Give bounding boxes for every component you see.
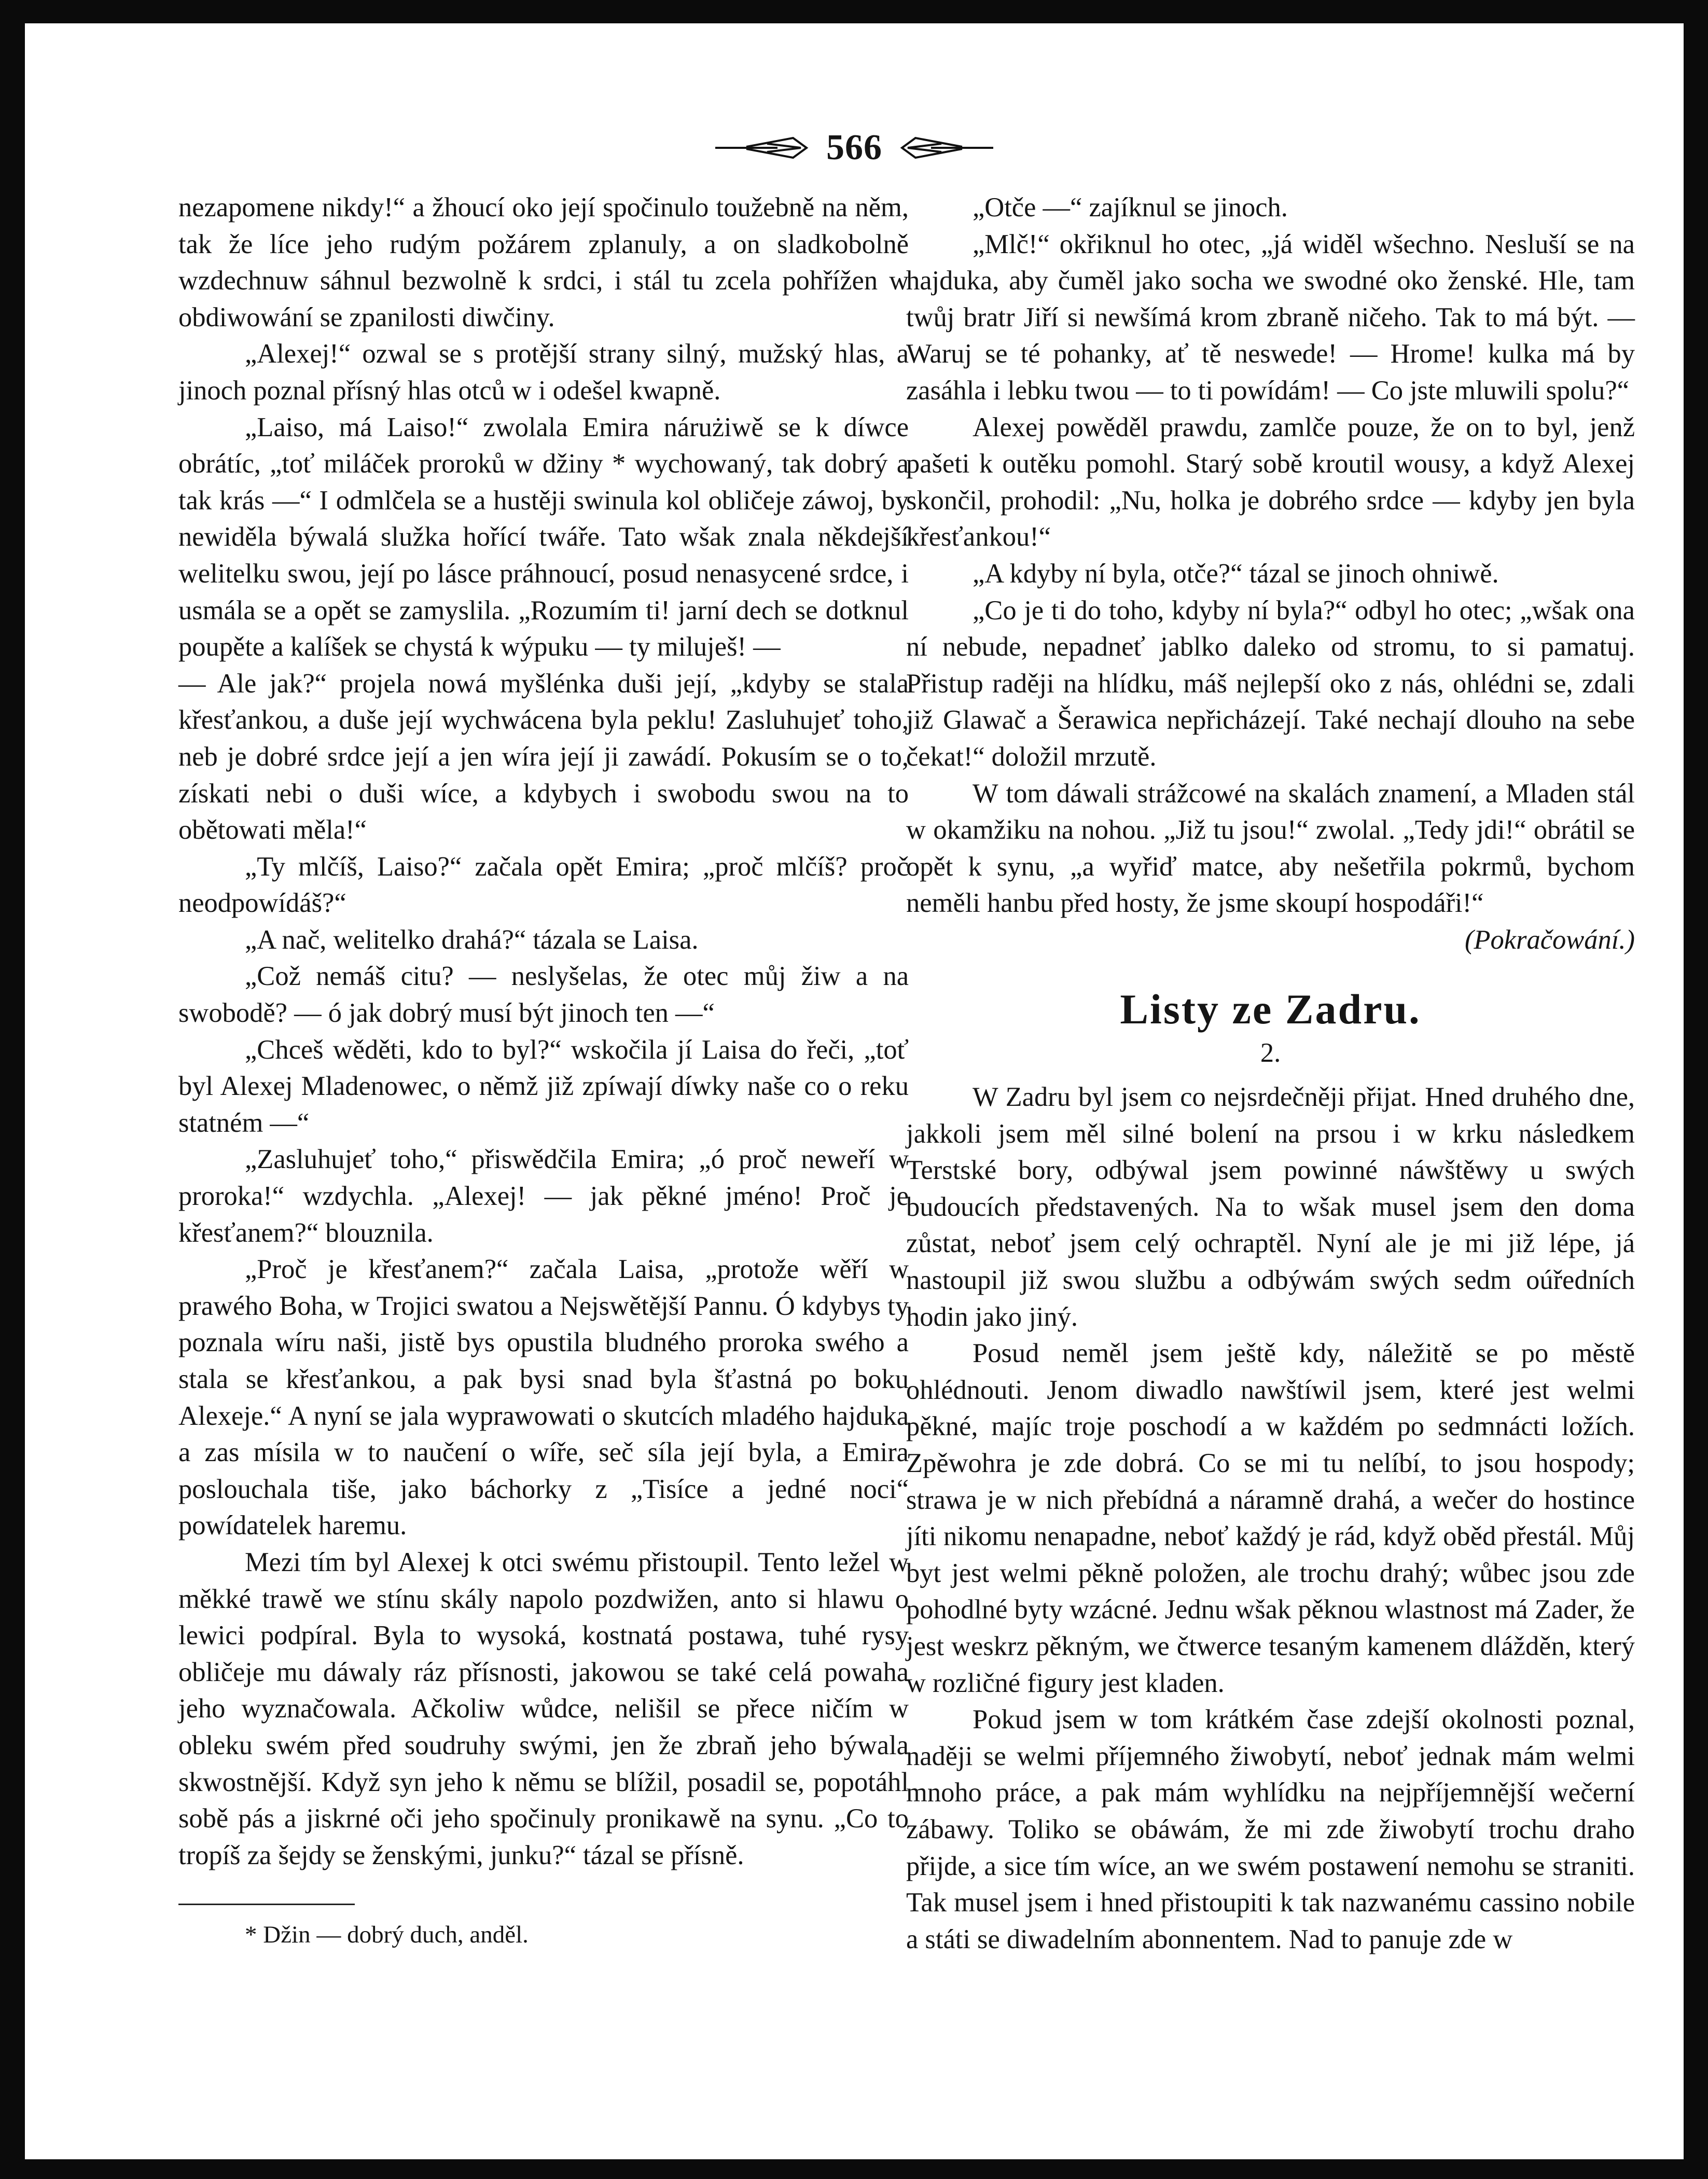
left-paragraph: Mezi tím byl Alexej k otci swému přistoupil. Tento ležel w měkké trawě we stínu skály napolo pozdwižen, anto si hlawu o lewici podpíral. Byla to wysoká, kostnatá postawa, tuhé rysy obličeje mu dáwaly ráz přísnosti, jakowou se také celá powaha jeho wyznačowala. Ačkoliw wůdce, nelišil se přece ničím w obleku swém před soudruhy swými, jen že zbraň jeho býwala skwostnější. Když syn jeho k němu se blížil, posadil se, popotáhl sobě pás a jiskrné oči jeho spočinuly pronikawě na synu. „Co to tropíš za šejdy se ženskými, junku?“ tázal se přísně. (178, 1547, 909, 1870)
left-paragraph: „Chceš wěděti, kdo to byl?“ wskočila jí Laisa do řeči, „toť byl Alexej Mladenowec, o němž již zpíwají díwky naše co o reku statném —“ (178, 1034, 909, 1138)
left-paragraph: „Alexej!“ ozwal se s protější strany silný, mužský hlas, a jinoch poznal přísný hlas otců w i odešel kwapně. (178, 339, 909, 406)
letter-paragraph: W Zadru byl jsem co nejsrdečněji přijat. Hned druhého dne, jakkoli jsem měl silné bolení na prsou i w krku následkem Terstské bory, odbýwal jsem powinné náwštěwy u swých budoucích představených. Na to wšak musel jsem den doma zůstat, neboť jsem celý ochraptěl. Nyní ale je mi již lépe, já nastoupil již swou službu a odbýwám swých sedm oúředních hodin jako jiný. (906, 1082, 1635, 1332)
left-paragraph: „Ty mlčíš, Laiso?“ začala opět Emira; „proč mlčíš? proč neodpowídáš?“ (178, 851, 909, 919)
story-paragraph: „Mlč!“ okřiknul ho otec, „já widěl wšechno. Nesluší se na hajduka, aby čuměl jako socha we swodné oko ženské. Hle, tam twůj bratr Jiří si newšímá krom zbraně ničeho. Tak to má být. — Waruj se té pohanky, ať tě neswede! — Hrome! kulka má by zasáhla i lebku twou — to ti powídám! — Co jste mluwili spolu?“ (906, 229, 1635, 406)
footnote: * Džin — dobrý duch, anděl. (245, 1921, 529, 1949)
footnote-rule (178, 1904, 355, 1905)
story-paragraph: „Otče —“ zajíknul se jinoch. (973, 192, 1288, 223)
left-paragraph: „Proč je křesťanem?“ začala Laisa, „protože wěří w prawého Boha, w Trojici swatou a Nejswětější Pannu. Ó kdybys ty poznala wíru naši, jistě bys opustila bludného proroka swého a stala se křesťankou, a pak bysi snad byla šťastná po boku Alexeje.“ A nyní se jala wyprawowati o skutcích mladého hajduka a zas mísila w to naučení o wíře, seč síla její byla, a Emira poslouchala tiše, jako báchorky z „Tisíce a jedné noci“ powídatelek haremu. (178, 1254, 909, 1541)
right-column (906, 189, 1635, 2114)
newspaper-page (25, 23, 1684, 2159)
left-column (178, 189, 909, 2114)
left-flourish-ornament (715, 135, 814, 161)
right-flourish-ornament (895, 135, 993, 161)
left-paragraph: „A nač, welitelko drahá?“ tázala se Laisa. (245, 924, 699, 955)
left-paragraph-continued: nezapomene nikdy!“ a žhoucí oko její spočinulo toužebně na něm, tak že líce jeho rudým požárem zplanuly, a on sladkobolně wzdechnuw sáhnul bezwolně k srdci, i stál tu zcela pohřížen w obdiwowání se zpanilosti diwčiny. (178, 192, 909, 332)
left-paragraph: „Což nemáš citu? — neslyšelas, že otec můj žiw a na swobodě? — ó jak dobrý musí být jinoch ten —“ (178, 961, 909, 1029)
letter-paragraph: Pokud jsem w tom krátkém čase zdejší okolnosti poznal, naději se welmi příjemného žiwobytí, neboť jednak mám welmi mnoho práce, a pak mám wyhlídku na nejpříjemnější wečerní zábawy. Toliko se obáwám, že mi zde žiwobytí trochu draho přijde, a sice tím wíce, an we swém postawení nemohu se straniti. Tak musel jsem i hned přistoupiti k tak nazwanému cassino nobile a státi se diwadelním abonnentem. Nad to panuje zde w (906, 1704, 1635, 1954)
page-header (25, 117, 1684, 179)
left-paragraph: „Zasluhujeť toho,“ přiswědčila Emira; „ó proč neweří w proroka!“ wzdychla. „Alexej! — jak pěkné jméno! Proč je křesťanem?“ blouznila. (178, 1144, 909, 1248)
left-paragraph: — Ale jak?“ projela nowá myšlénka duši její, „kdyby se stala křesťankou, a duše její wychwácena byla peklu! Zasluhujeť toho, neb je dobré srdce její a jen wíra její ji zawádí. Pokusím se o to, získati nebi o duši wíce, a kdybych i swobodu swou na to obětowati měla!“ (178, 668, 909, 845)
section-title: Listy ze Zadru. (1120, 986, 1421, 1033)
story-paragraph: „A kdyby ní byla, otče?“ tázal se jinoch ohniwě. (973, 558, 1499, 589)
section-number: 2. (1260, 1038, 1281, 1068)
letter-paragraph: Posud neměl jsem ještě kdy, náležitě se po městě ohlédnouti. Jenom diwadlo nawštíwil jsem, které jest welmi pěkné, majíc troje poschodí a w každém po sedmnácti ložích. Zpěwohra je zde dobrá. Co se mi tu nelíbí, to jsou hospody; strawa je w nich přebídná a náramně drahá, a wečer do hostince jíti nikomu nenapadne, neboť každý je rád, když oběd přestál. Můj byt jest welmi pěkně položen, ale trochu drahý; wůbec jsou zde pohodlné byty wzácné. Jednu wšak pěknou wlastnost má Zader, že jest weskrz pěkným, we čtwerce tesaným kamenem dlážděn, který w rozličné figury jest kladen. (906, 1338, 1635, 1698)
story-paragraph: Alexej powěděl prawdu, zamlče pouze, že on to byl, jenž pašeti k outěku pomohl. Starý sobě kroutil wousy, a když Alexej skončil, prohodil: „Nu, holka je dobrého srdce — kdyby jen byla křesťankou!“ (906, 412, 1635, 552)
continuation-note: (Pokračowání.) (1464, 924, 1635, 955)
story-paragraph: W tom dáwali strážcowé na skalách znamení, a Mladen stál w okamžiku na nohou. „Již tu jsou!“ zwolal. „Tedy jdi!“ obrátil se opět k synu, „a wyřiď matce, aby nešetřila pokrmů, bychom neměli hanbu před hosty, že jsme skoupí hospodáři!“ (906, 778, 1635, 919)
page-number: 566 (826, 128, 882, 168)
left-paragraph: „Laiso, má Laiso!“ zwolala Emira nárużiwě se k díwce obrátíc, „toť miláček proroků w džiny * wychowaný, tak dobrý a tak krás —“ I odmlčela se a hustěji swinula kol obličeje záwoj, by newiděla býwalá služka hořící twáře. Tato wšak znala někdejší welitelku swou, její po lásce práhnoucí, posud nenasycené srdce, i usmála se a opět se zamyslila. „Rozumím ti! jarní dech se dotknul poupěte a kalíšek se chystá k wýpuku — ty miluješ! — (178, 412, 909, 662)
story-paragraph: „Co je ti do toho, kdyby ní byla?“ odbyl ho otec; „wšak ona ní nebude, nepadneť jablko daleko od stromu, to si pamatuj. Přistup raději na hlídku, máš nejlepší oko z nás, ohlédni se, zdali již Glawač a Šerawica nepřicházejí. Také nechají dlouho na sebe čekat!“ doložil mrzutě. (906, 595, 1635, 772)
